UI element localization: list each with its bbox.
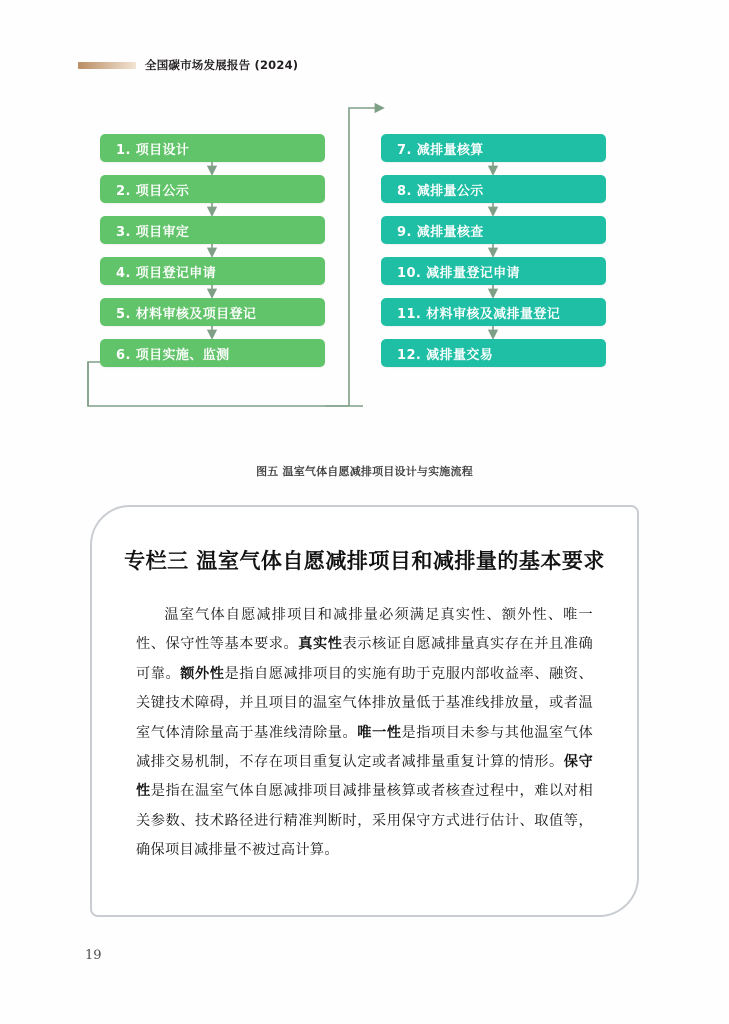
- header-accent-bar: [78, 62, 136, 69]
- flow-node: 10. 减排量登记申请: [381, 257, 606, 285]
- report-title: 全国碳市场发展报告 (2024): [145, 58, 299, 72]
- flow-node: 5. 材料审核及项目登记: [100, 298, 325, 326]
- flow-node: 2. 项目公示: [100, 175, 325, 203]
- flow-node: 3. 项目审定: [100, 216, 325, 244]
- flow-node: 6. 项目实施、监测: [100, 339, 325, 367]
- page-number: 19: [85, 948, 102, 963]
- flow-node: 8. 减排量公示: [381, 175, 606, 203]
- flow-right-column: [381, 134, 606, 367]
- flow-diagram: [78, 100, 651, 460]
- callout-box: [90, 505, 639, 917]
- flow-node: 12. 减排量交易: [381, 339, 606, 367]
- flow-node: 1. 项目设计: [100, 134, 325, 162]
- flow-node: 4. 项目登记申请: [100, 257, 325, 285]
- flow-node: 7. 减排量核算: [381, 134, 606, 162]
- flow-left-column: [100, 134, 325, 367]
- flow-node: 9. 减排量核查: [381, 216, 606, 244]
- callout-title: 专栏三 温室气体自愿减排项目和减排量的基本要求: [124, 548, 605, 573]
- flow-node: 11. 材料审核及减排量登记: [381, 298, 606, 326]
- figure-caption: 图五 温室气体自愿减排项目设计与实施流程: [256, 465, 473, 478]
- page-header: [78, 57, 298, 73]
- callout-paragraph: 温室气体自愿减排项目和减排量必须满足真实性、额外性、唯一性、保守性等基本要求。真实性表示核证自愿减排量真实存在并且准确可靠。额外性是指自愿减排项目的实施有助于克服内部收益率、融资、关键技术障碍，并且项目的温室气体排放量低于基准线排放量，或者温室气体清除量高于基准线清除量。唯一性是指项目未参与其他温室气体减排交易机制，不存在项目重复认定或者减排量重复计算的情形。保守性是指在温室气体自愿减排项目减排量核算或者核查过程中，难以对相关参数、技术路径进行精准判断时，采用保守方式进行估计、取值等，确保项目减排量不被过高计算。: [136, 607, 594, 859]
